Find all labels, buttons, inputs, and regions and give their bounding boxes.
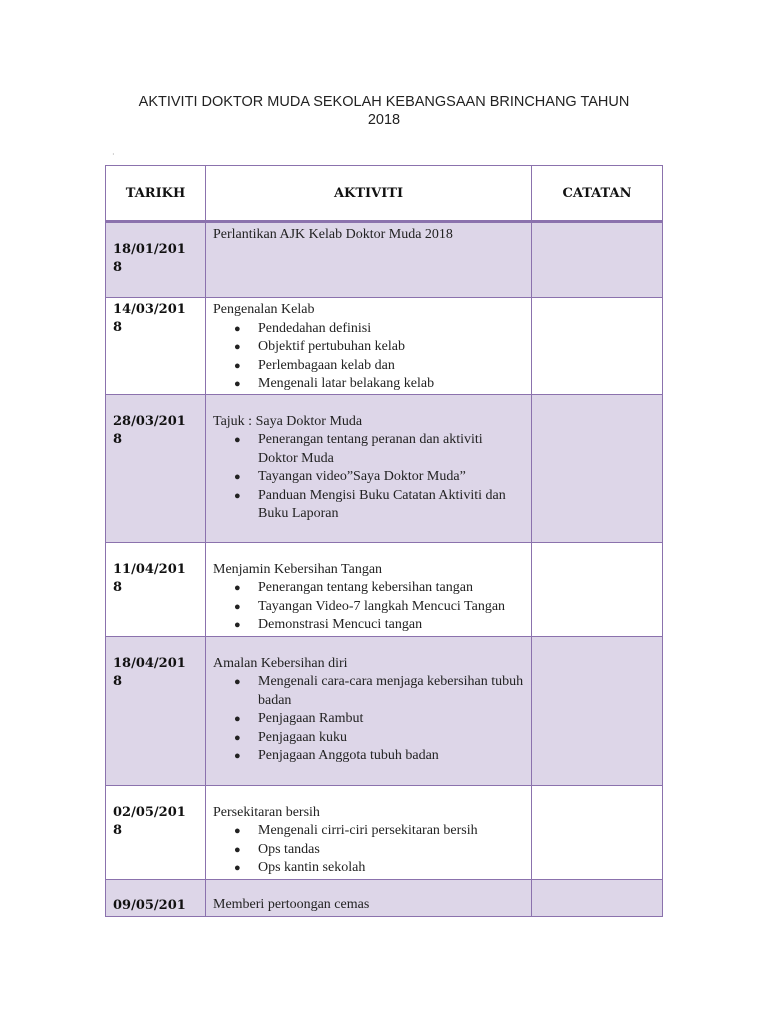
table-row [106, 636, 663, 785]
bullet-icon: ● [234, 359, 241, 372]
bullet-icon: ● [234, 471, 241, 483]
stray-mark: · [112, 150, 115, 159]
bullet-icon: ● [234, 825, 241, 837]
list-item: ● Penjagaan kuku [258, 729, 525, 748]
list-item: ● Demonstrasi Mencuci tangan [258, 616, 525, 635]
activity-cell [206, 222, 532, 298]
date-cell: 09/05/201 [106, 879, 206, 916]
bullet-icon: ● [234, 322, 241, 335]
list-item: ● Penjagaan Rambut [258, 710, 525, 729]
list-item: ● Mengenali cirri-ciri persekitaran bersih [258, 822, 525, 841]
bullet-icon: ● [234, 600, 241, 613]
activity-heading: Perlantikan AJK Kelab Doktor Muda 2018 [213, 227, 453, 242]
table-row [106, 542, 663, 636]
activity-list [213, 822, 525, 878]
activity-cell [206, 298, 532, 395]
table-row [106, 785, 663, 879]
list-item: ● Penerangan tentang peranan dan aktiviti Doktor Muda [234, 432, 483, 466]
bullet-icon: ● [234, 619, 241, 631]
header-row [106, 166, 663, 222]
activity-heading: Amalan Kebersihan diri [213, 655, 348, 671]
table-row [106, 298, 663, 395]
bullet-icon: ● [234, 582, 241, 594]
list-item: ● Mengenali cara-cara menjaga kebersihan tubuh badan [234, 674, 524, 708]
activity-heading: Menjamin Kebersihan Tangan [213, 561, 383, 577]
table-row [106, 879, 663, 916]
activity-cell [206, 394, 532, 542]
notes-cell [532, 785, 663, 879]
activity-heading: Persekitaran bersih [213, 804, 320, 820]
bullet-icon: ● [234, 434, 241, 446]
list-item: ● Pendedahan definisi [258, 320, 525, 339]
list-item: ● Ops kantin sekolah [258, 859, 525, 878]
title-line-1: AKTIVITI DOKTOR MUDA SEKOLAH KEBANGSAAN BRINCHANG TAHUN [138, 94, 630, 110]
document-title [110, 93, 658, 129]
notes-cell [532, 542, 663, 636]
bullet-icon: ● [234, 862, 241, 874]
bullet-icon: ● [234, 341, 241, 353]
bullet-icon: ● [234, 750, 241, 762]
activity-heading: Memberi pertoongan cemas [213, 896, 370, 912]
activity-cell [206, 542, 532, 636]
activity-list [213, 431, 525, 524]
activity-cell [206, 879, 532, 916]
list-item: ● Objektif pertubuhan kelab [258, 338, 525, 357]
bullet-icon: ● [234, 843, 241, 856]
activity-list [213, 673, 525, 766]
schedule-table [105, 165, 663, 917]
list-item: ● Mengenali latar belakang kelab [258, 375, 525, 394]
activity-heading: Pengenalan Kelab [213, 302, 315, 317]
date-cell: 18/04/201 8 [106, 636, 206, 785]
header-activity: AKTIVITI [206, 166, 532, 222]
date-cell: 14/03/201 8 [106, 298, 206, 395]
bullet-icon: ● [234, 378, 241, 390]
activity-cell [206, 785, 532, 879]
list-item: ● Perlembagaan kelab dan [258, 357, 525, 376]
bullet-icon: ● [234, 731, 241, 744]
table-row [106, 394, 663, 542]
notes-cell [532, 298, 663, 395]
activity-cell [206, 636, 532, 785]
list-item: ● Tayangan video”Saya Doktor Muda” [258, 468, 525, 487]
activity-list [213, 320, 525, 394]
notes-cell [532, 222, 663, 298]
bullet-icon: ● [234, 713, 241, 725]
activity-list [213, 579, 525, 635]
title-line-2: 2018 [367, 112, 401, 128]
date-cell: 18/01/201 8 [106, 222, 206, 298]
bullet-icon: ● [234, 489, 241, 502]
notes-cell [532, 879, 663, 916]
list-item: ● Ops tandas [258, 841, 525, 860]
notes-cell [532, 636, 663, 785]
date-cell: 11/04/201 8 [106, 542, 206, 636]
list-item: ● Penjagaan Anggota tubuh badan [258, 747, 525, 766]
list-item: ● Tayangan Video-7 langkah Mencuci Tangan [258, 598, 525, 617]
list-item: ● Penerangan tentang kebersihan tangan [258, 579, 525, 598]
header-date: TARIKH [106, 166, 206, 222]
notes-cell [532, 394, 663, 542]
bullet-icon: ● [234, 676, 241, 688]
date-cell: 28/03/201 8 [106, 394, 206, 542]
table-row [106, 222, 663, 298]
date-cell: 02/05/201 8 [106, 785, 206, 879]
header-notes: CATATAN [532, 166, 663, 222]
list-item: ● Panduan Mengisi Buku Catatan Aktiviti dan Buku Laporan [234, 487, 506, 521]
activity-heading: Tajuk : Saya Doktor Muda [213, 413, 363, 429]
